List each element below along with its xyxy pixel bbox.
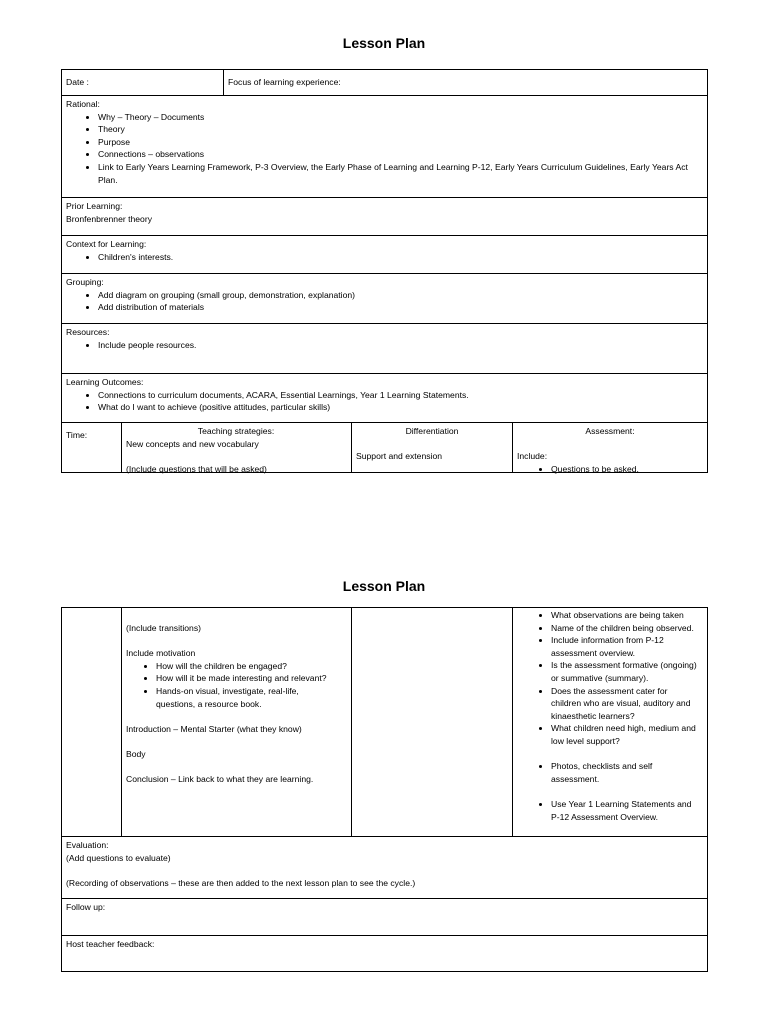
learning-outcomes-list	[66, 389, 703, 414]
list-item: • Hands-on visual, investigate, real-life, questions, a resource book.	[156, 685, 340, 710]
list-item: • How will the children be engaged?	[156, 660, 340, 673]
list-item: • Why – Theory – Documents	[98, 111, 703, 124]
focus-label: Focus of learning experience:	[228, 77, 341, 87]
prior-learning-row	[62, 197, 707, 235]
list-item: • Purpose	[98, 136, 703, 149]
context-list	[66, 251, 703, 264]
transitions-text: (Include transitions)	[126, 623, 201, 633]
rational-list	[66, 111, 703, 187]
list-item: • Use Year 1 Learning Statements and P-12 Assessment Overview.	[551, 798, 699, 823]
rational-label: Rational:	[66, 99, 100, 109]
assessment-header: Assessment:	[585, 426, 635, 436]
assessment-standards-list	[517, 798, 703, 823]
resources-list	[66, 339, 703, 352]
learning-outcomes-row	[62, 373, 707, 423]
teaching-line-2: (Include questions that will be asked)	[126, 463, 267, 474]
evaluation-row	[62, 836, 707, 898]
strategy-table-row	[62, 422, 707, 472]
list-item: • Link to Early Years Learning Framework, P-3 Overview, the Early Phase of Learning and Learning P-12, Early Years Curriculum Guidelines, Early Years Act Plan.	[98, 161, 703, 186]
motivation-list	[126, 660, 346, 710]
assessment-observation-list	[517, 609, 703, 748]
page1-title: Lesson Plan	[342, 35, 426, 51]
assessment-include: Include:	[517, 451, 548, 462]
lesson-plan-table-2	[61, 607, 708, 972]
follow-up-row	[62, 898, 707, 936]
lesson-plan-table-1	[61, 69, 708, 473]
assessment-tools-list	[517, 760, 703, 785]
list-item: • How will it be made interesting and relevant?	[156, 672, 340, 685]
list-item: • What do I want to achieve (positive attitudes, particular skills)	[98, 401, 703, 414]
differentiation-text: Support and extension	[356, 451, 443, 462]
evaluation-label: Evaluation:	[66, 840, 109, 850]
list-item: • Photos, checklists and self assessment.	[551, 760, 699, 785]
teaching-line-1: New concepts and new vocabulary	[126, 438, 259, 449]
date-label: Date :	[66, 77, 89, 87]
list-item: • Children's interests.	[98, 251, 703, 264]
rational-row	[62, 95, 707, 197]
evaluation-line-1: (Add questions to evaluate)	[66, 852, 171, 863]
page2-title: Lesson Plan	[342, 578, 426, 594]
prior-learning-label: Prior Learning:	[66, 201, 123, 211]
grouping-row	[62, 273, 707, 323]
list-item: • Is the assessment formative (ongoing) or summative (summary).	[551, 659, 699, 684]
differentiation-header: Differentiation	[405, 426, 459, 436]
grouping-label: Grouping:	[66, 277, 104, 287]
context-label: Context for Learning:	[66, 239, 147, 249]
list-item: • Theory	[98, 123, 703, 136]
list-item: • Include people resources.	[98, 339, 703, 352]
list-item: • Questions to be asked.	[551, 463, 703, 476]
resources-row	[62, 323, 707, 373]
body-text: Body	[126, 748, 146, 759]
prior-learning-text: Bronfenbrenner theory	[66, 213, 152, 224]
host-feedback-label: Host teacher feedback:	[66, 939, 155, 949]
list-item: • Connections – observations	[98, 148, 703, 161]
list-item: • Name of the children being observed.	[551, 622, 699, 635]
strategy-continuation-row	[62, 608, 707, 836]
list-item: • What observations are being taken	[551, 609, 699, 622]
list-item: • Connections to curriculum documents, ACARA, Essential Learnings, Year 1 Learning Statements.	[98, 389, 703, 402]
context-row	[62, 235, 707, 273]
motivation-text: Include motivation	[126, 648, 196, 659]
list-item: • Add diagram on grouping (small group, demonstration, explanation)	[98, 289, 703, 302]
evaluation-line-2: (Recording of observations – these are then added to the next lesson plan to see the cycle.)	[66, 877, 416, 888]
introduction-text: Introduction – Mental Starter (what they know)	[126, 723, 302, 734]
resources-label: Resources:	[66, 327, 110, 337]
conclusion-text: Conclusion – Link back to what they are learning.	[126, 774, 314, 785]
grouping-list	[66, 289, 703, 314]
teaching-strategies-header: Teaching strategies:	[197, 426, 275, 436]
time-label: Time:	[66, 430, 88, 440]
list-item: • Add distribution of materials	[98, 301, 703, 314]
host-feedback-row	[62, 935, 707, 971]
list-item: • What children need high, medium and low level support?	[551, 722, 699, 747]
assessment-list	[517, 463, 703, 476]
follow-up-label: Follow up:	[66, 902, 106, 912]
list-item: • Include information from P-12 assessment overview.	[551, 634, 699, 659]
list-item: • Does the assessment cater for children who are visual, auditory and kinaesthetic learners?	[551, 685, 699, 723]
date-row	[62, 70, 707, 95]
learning-outcomes-label: Learning Outcomes:	[66, 377, 144, 387]
